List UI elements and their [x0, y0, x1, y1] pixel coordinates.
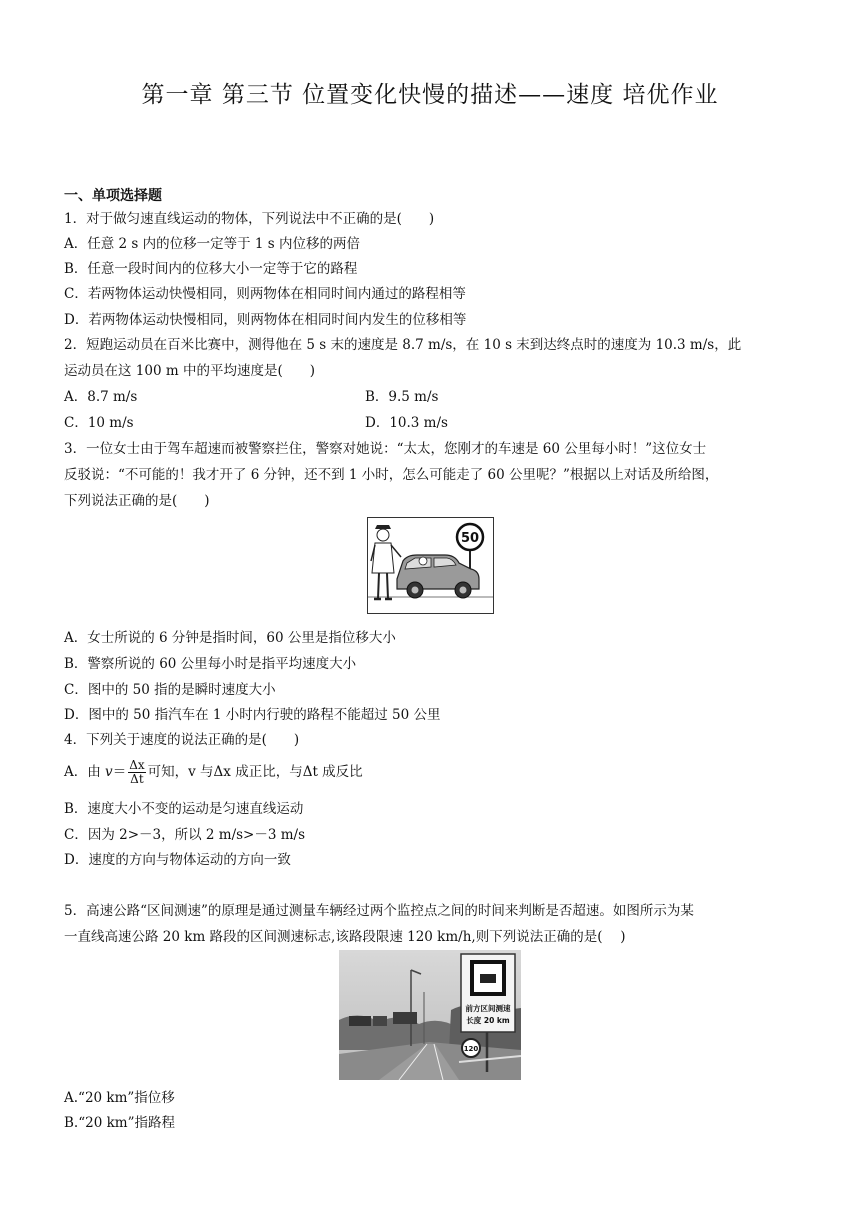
- q1-option-c: C．若两物体运动快慢相同，则两物体在相同时间内通过的路程相等: [64, 286, 466, 302]
- q3-stem-line3: 下列说法正确的是( ): [64, 493, 210, 509]
- q3-option-a: A．女士所说的 6 分钟是指时间，60 公里是指位移大小: [64, 630, 396, 646]
- sign-line-2: 长度 20 km: [466, 1016, 510, 1025]
- fraction-numerator: Δx: [129, 758, 145, 772]
- highway-speed-sign-photo: [339, 950, 521, 1080]
- q2-option-d: D．10.3 m/s: [365, 415, 448, 431]
- q3-option-c: C．图中的 50 指的是瞬时速度大小: [64, 682, 276, 698]
- q4-option-a-prefix: A．由: [64, 764, 106, 780]
- velocity-fraction: [128, 759, 145, 786]
- q2-stem-line2: 运动员在这 100 m 中的平均速度是( ): [64, 363, 315, 379]
- q4-option-a: [64, 756, 363, 788]
- velocity-symbol: v: [105, 764, 113, 780]
- q1-option-a: A．任意 2 s 内的位移一定等于 1 s 内位移的两倍: [64, 236, 361, 252]
- q4-option-c: C．因为 2>－3，所以 2 m/s>－3 m/s: [64, 827, 306, 843]
- q3-stem-line1: 3．一位女士由于驾车超速而被警察拦住，警察对她说：“太太，您刚才的车速是 60 公里每小时！”这位女士: [64, 441, 707, 457]
- q1-option-d: D．若两物体运动快慢相同，则两物体在相同时间内发生的位移相等: [64, 312, 467, 328]
- fraction-denominator: Δt: [130, 772, 144, 786]
- q5-stem-line1: 5．高速公路“区间测速”的原理是通过测量车辆经过两个监控点之间的时间来判断是否超速。如图所示为某: [64, 903, 694, 919]
- q1-stem: 1．对于做匀速直线运动的物体，下列说法中不正确的是( ): [64, 211, 435, 227]
- police-car-figure: [367, 517, 494, 614]
- q1-option-b: B．任意一段时间内的位移大小一定等于它的路程: [64, 261, 358, 277]
- q5-option-a: A.“20 km”指位移: [64, 1090, 175, 1106]
- q4-option-d: D．速度的方向与物体运动的方向一致: [64, 852, 291, 868]
- q2-option-c: C．10 m/s: [64, 415, 134, 431]
- q3-option-d: D．图中的 50 指汽车在 1 小时内行驶的路程不能超过 50 公里: [64, 707, 441, 723]
- q3-option-b: B．警察所说的 60 公里每小时是指平均速度大小: [64, 656, 357, 672]
- q2-option-b: B．9.5 m/s: [365, 389, 439, 405]
- equals-sign: ＝: [112, 764, 127, 780]
- sign-line-1: 前方区间测速: [465, 1004, 511, 1013]
- q5-stem-line2: 一直线高速公路 20 km 路段的区间测速标志,该路段限速 120 km/h,则下列说法正确的是( ): [64, 929, 626, 945]
- speed-sign-text: 50: [460, 531, 480, 546]
- q5-option-b: B.“20 km”指路程: [64, 1115, 175, 1131]
- q4-option-b: B．速度大小不变的运动是匀速直线运动: [64, 801, 304, 817]
- page-title: 第一章 第三节 位置变化快慢的描述——速度 培优作业: [141, 82, 719, 108]
- q4-stem: 4．下列关于速度的说法正确的是( ): [64, 732, 300, 748]
- q2-option-a: A．8.7 m/s: [64, 389, 138, 405]
- q4-option-a-suffix: 可知，v 与Δx 成正比，与Δt 成反比: [147, 764, 363, 780]
- speed-limit-120-text: 120: [463, 1045, 479, 1053]
- q3-stem-line2: 反驳说：“不可能的！我才开了 6 分钟，还不到 1 小时，怎么可能走了 60 公里呢？”根据以上对话及所给图，: [64, 467, 719, 483]
- highway-photo: [339, 950, 521, 1080]
- police-car-illustration: [367, 517, 494, 614]
- q2-stem-line1: 2．短跑运动员在百米比赛中，测得他在 5 s 末的速度是 8.7 m/s，在 10 s 末到达终点时的速度为 10.3 m/s，此: [64, 337, 742, 353]
- section-heading: 一、单项选择题: [64, 188, 162, 204]
